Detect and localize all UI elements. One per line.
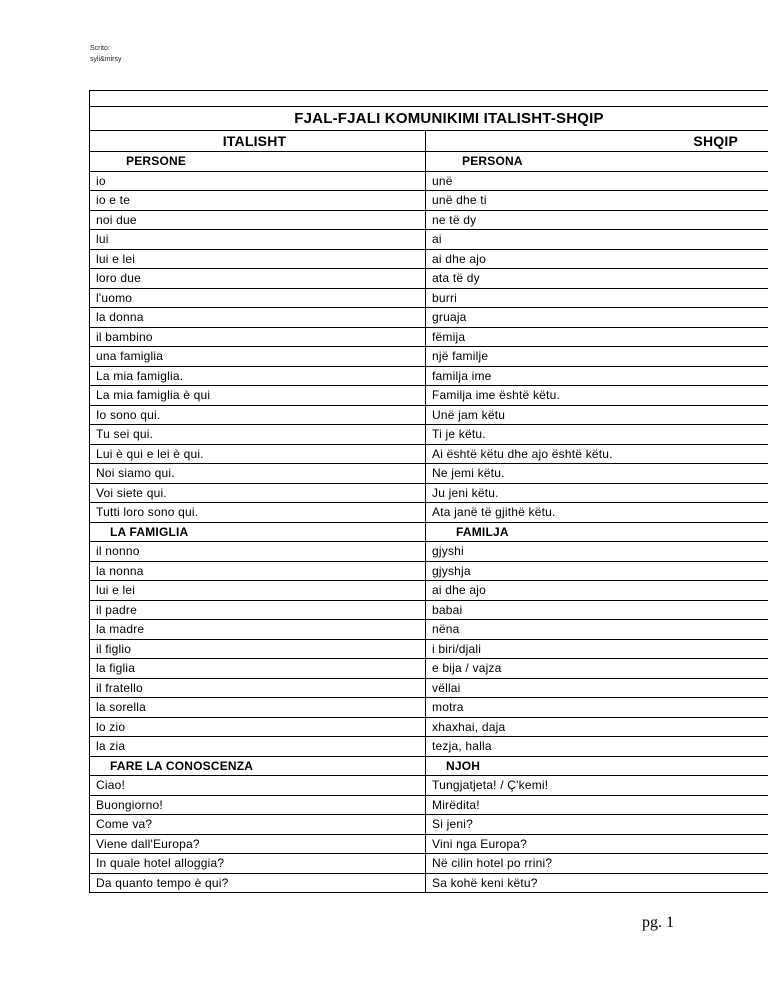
albanian-term: Si jeni? (426, 815, 768, 835)
section-header-row (90, 152, 768, 172)
table-row (90, 620, 768, 640)
column-header-row (90, 131, 768, 152)
table-row (90, 269, 768, 289)
table-row (90, 444, 768, 464)
section-title-albanian: PERSONA (426, 152, 768, 172)
italian-term: Buongiorno! (90, 795, 426, 815)
table-row (90, 405, 768, 425)
italian-term: lui e lei (90, 581, 426, 601)
document-title: FJAL-FJALI KOMUNIKIMI ITALISHT-SHQIP (90, 107, 768, 131)
albanian-term: Ju jeni këtu. (426, 483, 768, 503)
table-row (90, 561, 768, 581)
albanian-term: Familja ime është këtu. (426, 386, 768, 406)
albanian-term: motra (426, 698, 768, 718)
italian-term: noi due (90, 210, 426, 230)
albanian-term: burri (426, 288, 768, 308)
author-credit (90, 43, 122, 65)
italian-term: Tutti loro sono qui. (90, 503, 426, 523)
italian-term: il bambino (90, 327, 426, 347)
author-label: Scrito: (90, 45, 110, 52)
section-header-row (90, 522, 768, 542)
italian-term: una famiglia (90, 347, 426, 367)
italian-term: Da quanto tempo è qui? (90, 873, 426, 893)
table-title-row (90, 107, 768, 131)
table-row (90, 171, 768, 191)
table-row (90, 542, 768, 562)
italian-term: La mia famiglia. (90, 366, 426, 386)
italian-term: Voi siete qui. (90, 483, 426, 503)
table-row (90, 873, 768, 893)
albanian-term: ai (426, 230, 768, 250)
albanian-term: unë (426, 171, 768, 191)
albanian-term: unë dhe ti (426, 191, 768, 211)
albanian-term: ata të dy (426, 269, 768, 289)
italian-term: Tu sei qui. (90, 425, 426, 445)
column-header-albanian: SHQIP (426, 131, 768, 152)
italian-term: il padre (90, 600, 426, 620)
column-header-italian: ITALISHT (90, 131, 426, 152)
italian-term: Lui è qui e lei è qui. (90, 444, 426, 464)
albanian-term: Tungjatjeta! / Ç'kemi! (426, 776, 768, 796)
table-row (90, 366, 768, 386)
albanian-term: Ai është këtu dhe ajo është këtu. (426, 444, 768, 464)
section-title-italian: LA FAMIGLIA (90, 522, 426, 542)
albanian-term: gjyshi (426, 542, 768, 562)
italian-term: la sorella (90, 698, 426, 718)
table-row (90, 327, 768, 347)
table-row (90, 698, 768, 718)
table-row (90, 600, 768, 620)
italian-term: Ciao! (90, 776, 426, 796)
section-title-italian: FARE LA CONOSCENZA (90, 756, 426, 776)
albanian-term: ne të dy (426, 210, 768, 230)
italian-term: il nonno (90, 542, 426, 562)
albanian-term: Ti je këtu. (426, 425, 768, 445)
albanian-term: i biri/djali (426, 639, 768, 659)
italian-term: il figlio (90, 639, 426, 659)
table-row (90, 308, 768, 328)
italian-term: il fratello (90, 678, 426, 698)
table-row (90, 503, 768, 523)
albanian-term: Mirëdita! (426, 795, 768, 815)
italian-term: la donna (90, 308, 426, 328)
table-top-spacer (90, 91, 768, 107)
table-row (90, 347, 768, 367)
italian-term: io (90, 171, 426, 191)
italian-term: Io sono qui. (90, 405, 426, 425)
italian-term: Come va? (90, 815, 426, 835)
italian-term: loro due (90, 269, 426, 289)
albanian-term: Vini nga Europa? (426, 834, 768, 854)
table-row (90, 191, 768, 211)
table-row (90, 464, 768, 484)
albanian-term: e bija / vajza (426, 659, 768, 679)
table-row (90, 425, 768, 445)
table-row (90, 795, 768, 815)
albanian-term: tezja, halla (426, 737, 768, 757)
italian-term: In quale hotel alloggia? (90, 854, 426, 874)
albanian-term: ai dhe ajo (426, 249, 768, 269)
table-row (90, 581, 768, 601)
vocabulary-table (89, 90, 768, 893)
italian-term: l'uomo (90, 288, 426, 308)
table-row (90, 678, 768, 698)
albanian-term: vëllai (426, 678, 768, 698)
albanian-term: Në cilin hotel po rrini? (426, 854, 768, 874)
table-row (90, 776, 768, 796)
table-row (90, 854, 768, 874)
table-row (90, 288, 768, 308)
albanian-term: gruaja (426, 308, 768, 328)
albanian-term: babai (426, 600, 768, 620)
albanian-term: një familje (426, 347, 768, 367)
table-row (90, 737, 768, 757)
table-row (90, 815, 768, 835)
table-row (90, 659, 768, 679)
albanian-term: familja ime (426, 366, 768, 386)
albanian-term: Unë jam këtu (426, 405, 768, 425)
italian-term: La mia famiglia è qui (90, 386, 426, 406)
italian-term: lui (90, 230, 426, 250)
table-row (90, 834, 768, 854)
italian-term: la nonna (90, 561, 426, 581)
section-title-albanian: NJOH (426, 756, 768, 776)
italian-term: la figlia (90, 659, 426, 679)
section-title-italian: PERSONE (90, 152, 426, 172)
section-header-row (90, 756, 768, 776)
albanian-term: Ne jemi këtu. (426, 464, 768, 484)
table-row (90, 210, 768, 230)
page-number: pg. 1 (642, 914, 674, 931)
italian-term: lo zio (90, 717, 426, 737)
albanian-term: Sa kohë keni këtu? (426, 873, 768, 893)
italian-term: la madre (90, 620, 426, 640)
albanian-term: gjyshja (426, 561, 768, 581)
albanian-term: xhaxhai, daja (426, 717, 768, 737)
italian-term: lui e lei (90, 249, 426, 269)
italian-term: io e te (90, 191, 426, 211)
albanian-term: Ata janë të gjithë këtu. (426, 503, 768, 523)
italian-term: Viene dall'Europa? (90, 834, 426, 854)
albanian-term: nëna (426, 620, 768, 640)
table-row (90, 639, 768, 659)
italian-term: Noi siamo qui. (90, 464, 426, 484)
albanian-term: fëmija (426, 327, 768, 347)
italian-term: la zia (90, 737, 426, 757)
table-row (90, 717, 768, 737)
author-name: syli&mirsy (90, 56, 122, 63)
table-row (90, 230, 768, 250)
table-row (90, 483, 768, 503)
section-title-albanian: FAMILJA (426, 522, 768, 542)
table-row (90, 386, 768, 406)
albanian-term: ai dhe ajo (426, 581, 768, 601)
table-row (90, 249, 768, 269)
